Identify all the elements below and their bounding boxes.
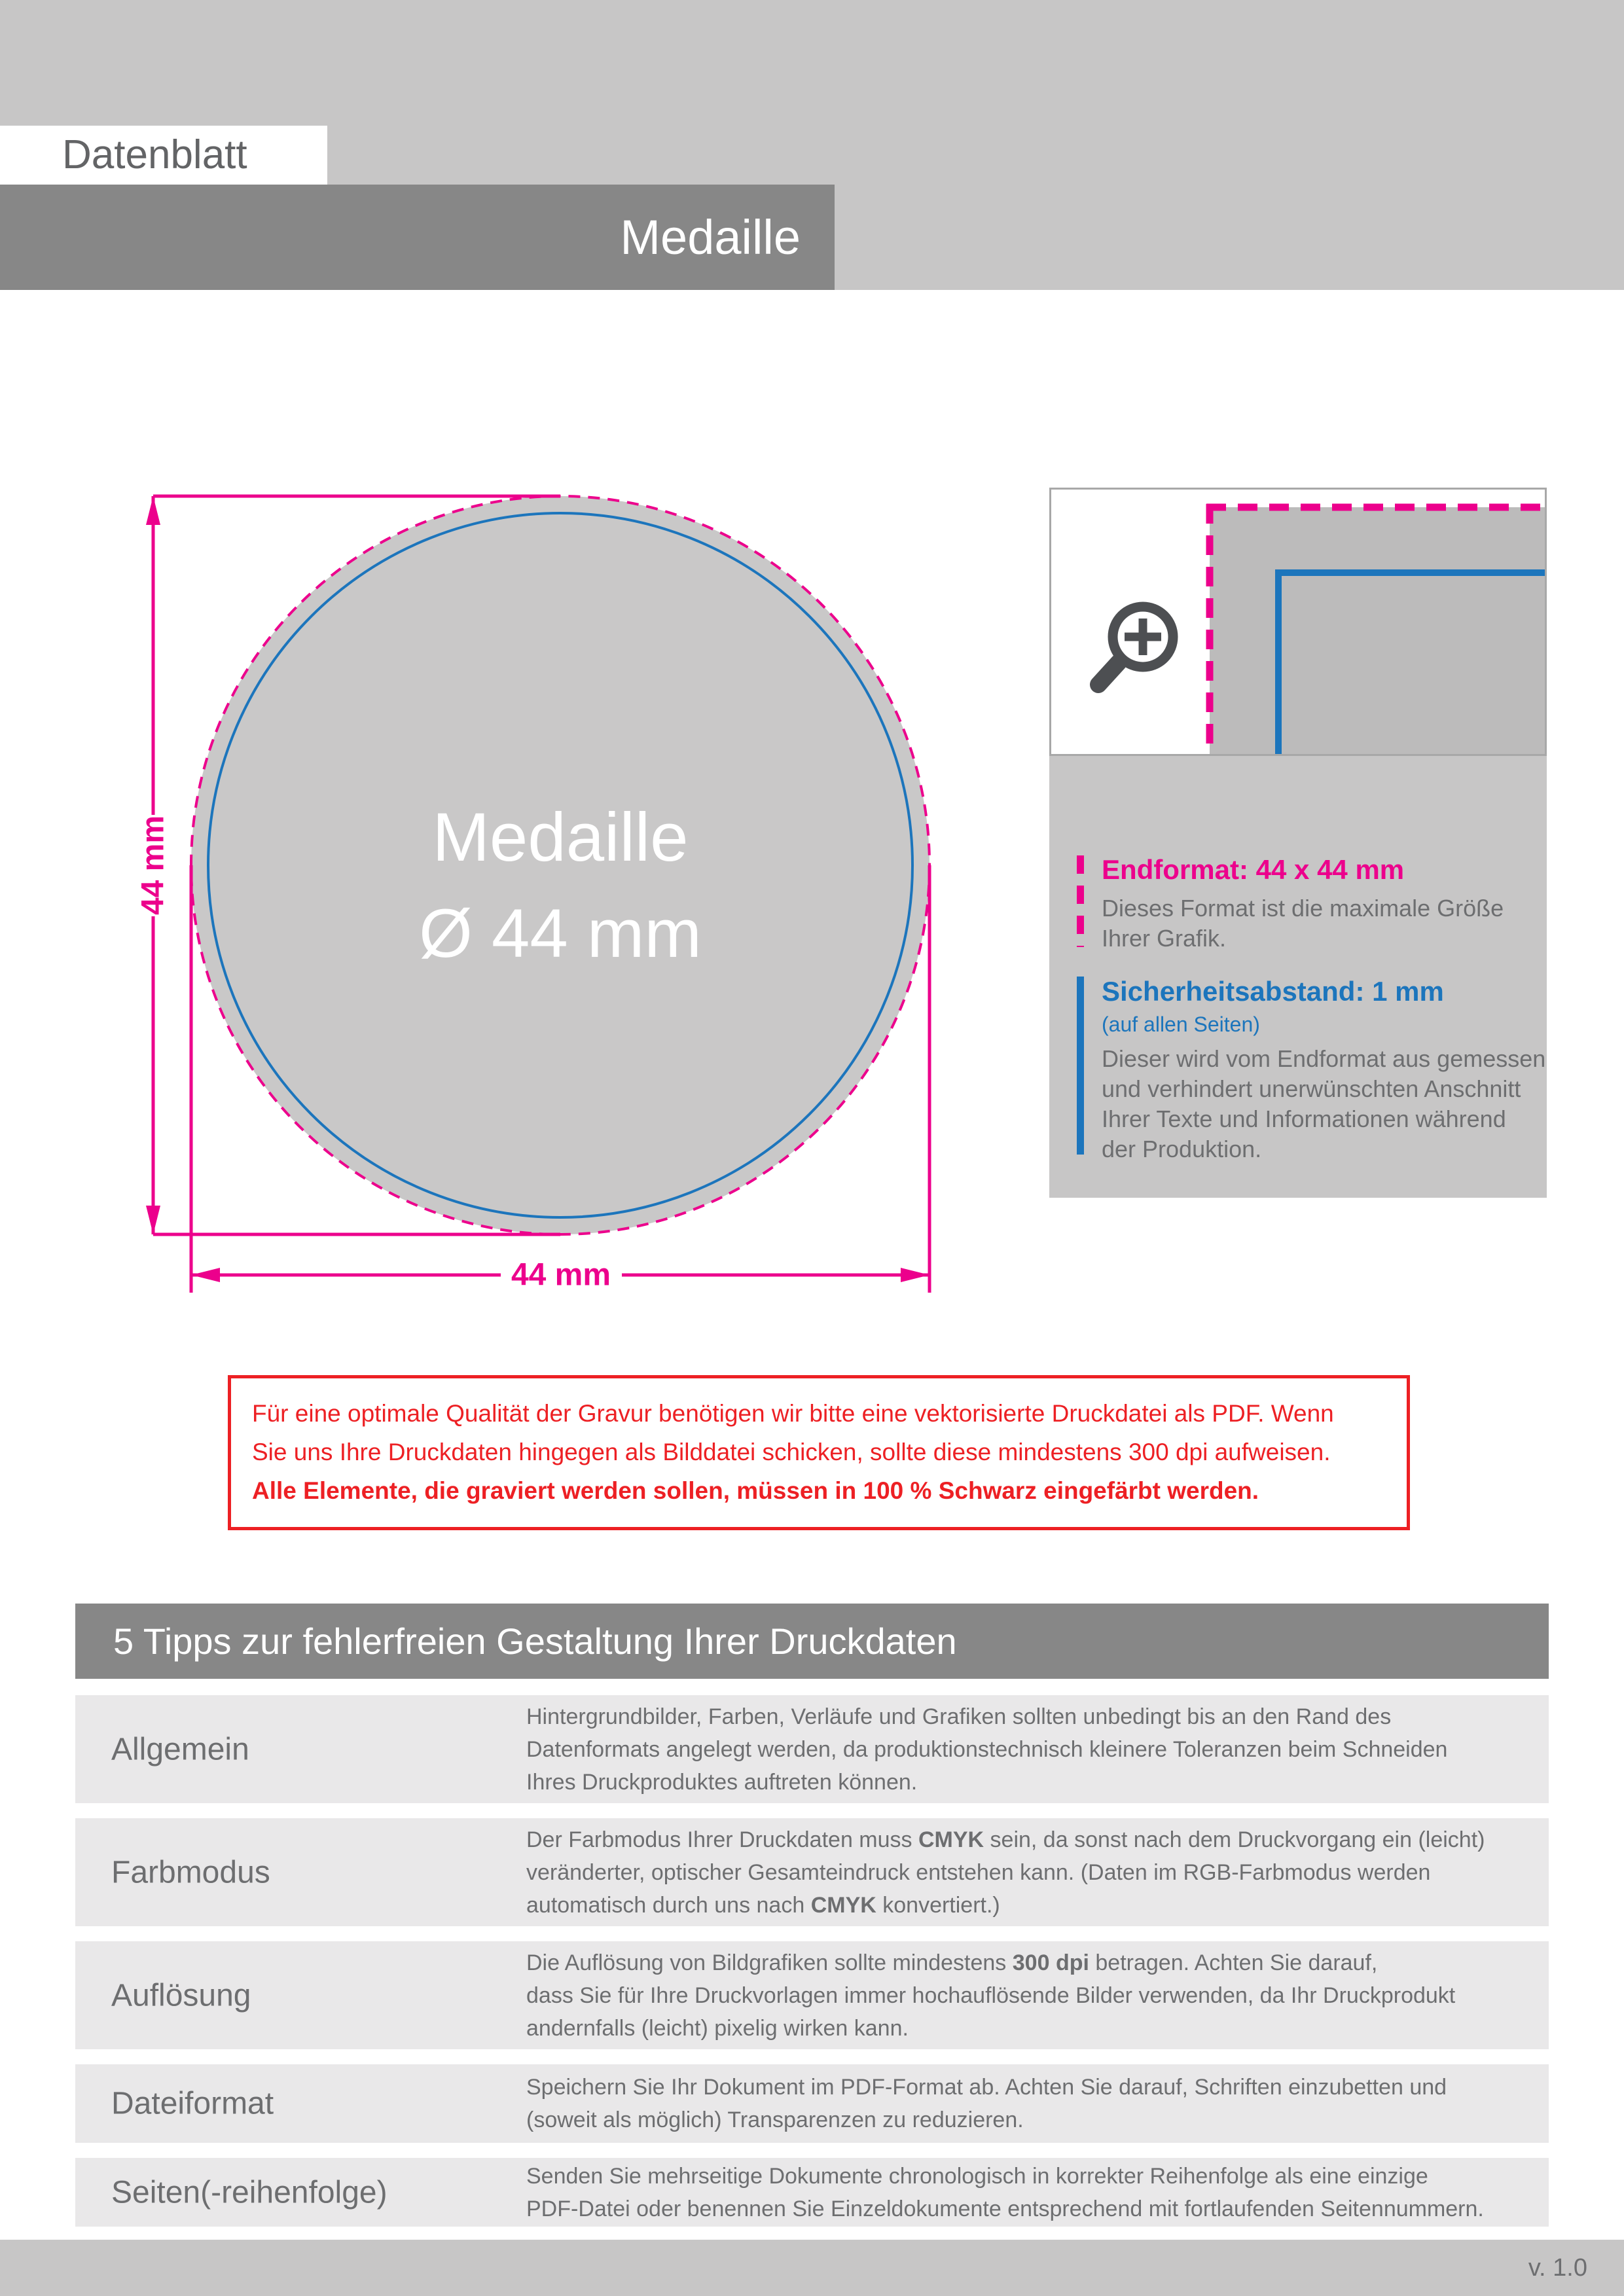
- doc-type-box: [0, 126, 327, 185]
- tip-row-label: Auflösung: [111, 1978, 251, 2013]
- height-arrow-down: [146, 1206, 160, 1234]
- tip-row-text: Hintergrundbilder, Farben, Verläufe und Grafiken sollten unbedingt bis an den Rand des Datenformats angelegt werden, da produktionstechnisch kleinere Toleranzen beim Schneiden Ihres Druckproduktes auftreten können.: [526, 1704, 1448, 1795]
- medal-diagram: [79, 458, 1034, 1329]
- tip-row-allgemein: [75, 1695, 1549, 1803]
- endformat-legend-marker: [1077, 855, 1084, 947]
- safety-legend-marker: [1077, 977, 1084, 1155]
- legend-box: [1049, 756, 1547, 1198]
- width-arrow-left: [191, 1268, 220, 1282]
- tip-row-seitenreihenfolge: [75, 2158, 1549, 2227]
- zoom-detail-box: [1049, 488, 1547, 756]
- tip-row-text: Die Auflösung von Bildgrafiken sollte mindestens 300 dpi betragen. Achten Sie darauf, dass Sie für Ihre Druckvorlagen immer hochauflösende Bilder verwenden, da Ihr Druckprodukt andernfalls (leicht) pixelig wirken kann.: [526, 1950, 1456, 2041]
- version-label: v. 1.0: [1528, 2254, 1587, 2282]
- width-arrow-right: [901, 1268, 929, 1282]
- safety-description: Dieser wird vom Endformat aus gemessen und verhindert unerwünschten Anschnitt Ihrer Texte und Informationen während der Produktion.: [1102, 1045, 1546, 1162]
- footer-band: [0, 2240, 1624, 2296]
- tip-row-label: Dateiformat: [111, 2086, 274, 2121]
- height-dimension-label: 44 mm: [135, 815, 171, 916]
- detail-gray-area: [1210, 507, 1545, 754]
- tip-row-label: Farbmodus: [111, 1855, 270, 1890]
- tip-row-text: Speichern Sie Ihr Dokument im PDF-Format ab. Achten Sie darauf, Schriften einzubetten und (soweit als möglich) Transparenzen zu reduzieren.: [526, 2075, 1447, 2132]
- tip-row-label: Allgemein: [111, 1732, 249, 1767]
- tip-row-farbmodus: [75, 1818, 1549, 1926]
- doc-type-label: Datenblatt: [62, 132, 247, 177]
- tip-row-dateiformat: [75, 2064, 1549, 2143]
- tip-row-aufloesung: [75, 1941, 1549, 2049]
- safety-subtitle: (auf allen Seiten): [1102, 1013, 1260, 1036]
- height-arrow-up: [146, 496, 160, 525]
- magnifier-plus-icon: [1098, 607, 1173, 685]
- tips-heading: 5 Tipps zur fehlerfreien Gestaltung Ihrer Druckdaten: [113, 1621, 957, 1662]
- zoom-detail-graphic: [1051, 490, 1545, 754]
- medal-diameter-label: Ø 44 mm: [419, 895, 702, 972]
- width-dimension-label: 44 mm: [511, 1257, 611, 1293]
- product-title-bar: [0, 185, 835, 290]
- safety-title: Sicherheitsabstand: 1 mm: [1102, 976, 1444, 1007]
- product-title: Medaille: [620, 210, 801, 264]
- tips-header-bar: [75, 1604, 1549, 1679]
- tip-row-text: Der Farbmodus Ihrer Druckdaten muss CMYK sein, da sonst nach dem Druckvorgang ein (leicht) veränderter, optischer Gesamteindruck entstehen kann. (Daten im RGB-Farbmodus werden automatisch durch uns nach CMYK konvertiert.): [526, 1827, 1485, 1918]
- medal-title: Medaille: [432, 799, 689, 876]
- tip-row-label: Seiten(-reihenfolge): [111, 2175, 388, 2210]
- endformat-description: Dieses Format ist die maximale Größe Ihrer Grafik.: [1102, 895, 1504, 952]
- endformat-title: Endformat: 44 x 44 mm: [1102, 854, 1405, 885]
- tip-row-text: Senden Sie mehrseitige Dokumente chronologisch in korrekter Reihenfolge als eine einzige PDF-Datei oder benennen Sie Einzeldokumente entsprechend mit fortlaufenden Seitennummern.: [526, 2163, 1484, 2221]
- notice-box: Für eine optimale Qualität der Gravur benötigen wir bitte eine vektorisierte Druckdatei als PDF. Wenn Sie uns Ihre Druckdaten hingegen als Bilddatei schicken, sollte diese mindestens 300 dpi aufweisen. Alle Elemente, die graviert werden sollen, müssen in 100 % Schwarz eingefärbt werden.: [228, 1375, 1410, 1530]
